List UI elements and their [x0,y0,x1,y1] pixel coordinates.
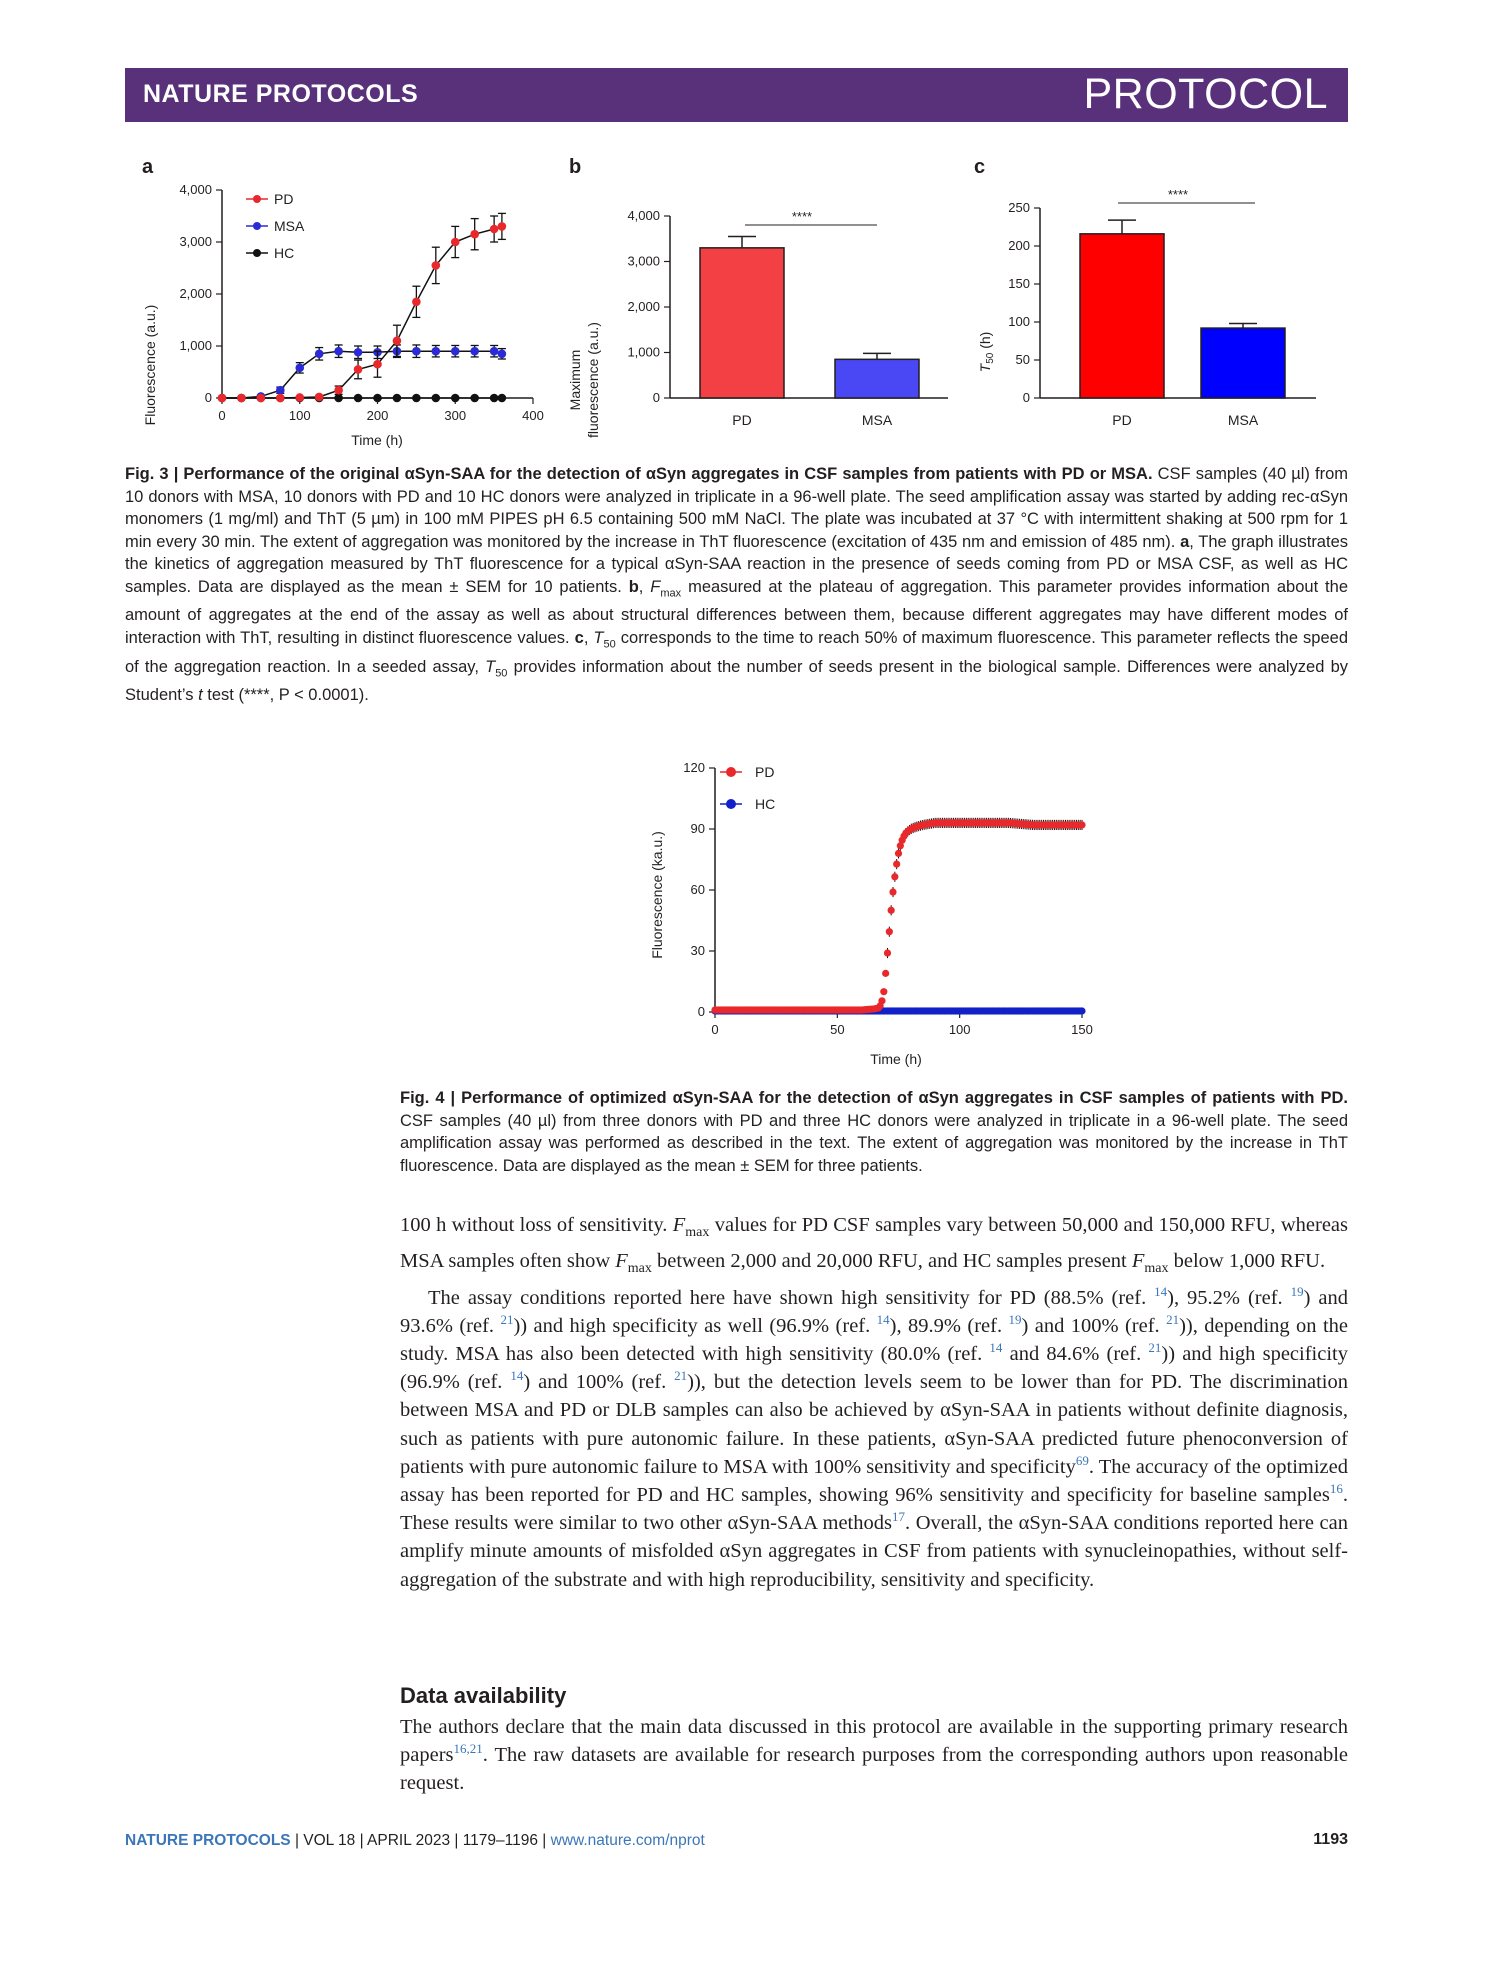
figure-4-legend-hc: HC [755,796,776,812]
data-point-pd [886,928,893,935]
data-point-hc [432,394,441,403]
data-point-msa [412,347,421,356]
data-point-pd [295,393,304,402]
data-point-pd [891,873,898,880]
figure-4-ytick-label: 30 [690,943,705,958]
figure-3-caption-part3: measured at the plateau of aggregation. This parameter provides information about the amount of aggregates at the end of the assay as well as about structural differences between them, because different aggregates may have different modes of interaction with ThT, resulting in distinct fluorescence values. [125,577,1348,647]
figure-4-legend-pd: PD [755,764,775,780]
caption-a-label: a [1180,532,1190,551]
figure-4-xtick-label: 50 [830,1022,845,1037]
p2-4: )) and high specificity as well (96.9% (ref. [513,1314,877,1337]
footer-volume-info: | VOL 18 | APRIL 2023 | 1179–1196 | [290,1832,551,1849]
panel-c-bar-msa [1201,328,1285,398]
panel-c-category-label: PD [1112,412,1132,428]
panel-b-bar-msa [835,359,919,398]
ref-link[interactable]: 14 [510,1368,524,1384]
panel-b-ytick-label: 4,000 [627,208,660,223]
p2-13: . These results were similar to two other αSyn-SAA methods [400,1484,1348,1535]
data-point-pd [412,298,421,307]
ref-link[interactable]: 21 [674,1368,688,1384]
panel-c-ytick-label: 50 [1015,352,1030,367]
panel-b-ytick-label: 3,000 [627,253,660,269]
series-line-pd [222,226,502,398]
panel-c-category-label: MSA [1227,412,1259,428]
ref-link[interactable]: 21 [1166,1311,1180,1327]
panel-c-ytick-label: 0 [1022,390,1030,405]
p1-c: between 2,000 and 20,000 RFU, and HC samples present [651,1250,1132,1273]
data-point-pd [893,860,900,867]
p2-14: . Overall, the αSyn-SAA conditions reported here can amplify minute amounts of misfolded αSyn aggregates in CSF from patients with synucleinopathies, without self-aggregation of the substrate and with high reproducibility, sensitivity and specificity. [400,1512,1348,1591]
panel-c-ylabel [977,332,996,373]
data-point-pd [895,850,902,857]
data-point-pd [878,997,885,1004]
legend-hc-label: HC [274,245,295,261]
panel-b-bar-pd [700,248,784,398]
panel-c-ylabel-unit: (h) [977,331,993,353]
legend-msa-label: MSA [274,218,305,234]
data-point-msa [295,364,304,373]
data-point-hc [393,394,402,403]
data-point-hc [470,394,479,403]
ref-link[interactable]: 17 [891,1509,905,1525]
ref-link[interactable]: 14 [989,1340,1003,1356]
data-point-hc [373,394,382,403]
data-point-pd [451,238,460,247]
fmax-f-2: F [615,1250,628,1273]
ref-link[interactable]: 14 [1154,1283,1168,1299]
panel-a-xtick-label: 300 [444,408,467,423]
p2-8: and 84.6% (ref. [1002,1343,1149,1365]
figure-3-caption-label: Fig. 3 | Performance of the original αSyn-SAA for the detection of αSyn aggregates in CSF samples from patients with PD or MSA. [125,465,1153,483]
p2-3: ) and 93.6% (ref. [400,1286,1348,1337]
panel-c-ytick-label: 150 [1008,276,1030,291]
data-point-pd [373,360,382,369]
data-point-pd [257,394,266,403]
panel-b-category-label: MSA [861,412,893,428]
figure-4-legend [720,764,775,812]
body-text [400,1211,1348,1594]
panel-b-ytick-label: 0 [652,390,660,405]
panel-c-ylabel-sub: 50 [985,352,996,364]
data-point-msa [334,347,343,356]
data-point-msa [490,347,499,356]
journal-name: NATURE PROTOCOLS [143,80,419,108]
figure-4-ytick-label: 0 [697,1004,705,1019]
data-point-msa [451,347,460,356]
figure-3-caption-part1: CSF samples (40 µl) from 10 donors with MSA, 10 donors with PD and 10 HC donors were analyzed in triplicate in a 96-well plate. The seed amplification assay was started by adding rec-αSyn monomers (1 mg/ml) and ThT (5 µm) in 100 mM PIPES pH 6.5 containing 500 mM NaCl. The plate was incubated at 37 °C with intermittent shaking at 500 rpm for 1 min every 30 min. The extent of aggregation was monitored by the increase in ThT fluorescence (excitation of 435 nm and emission of 485 nm). [125,465,1348,551]
figure-4-ytick-label: 120 [683,760,705,775]
caption-b-label: b [628,577,639,596]
p2-12: . The accuracy of the optimized assay has been reported for PD and HC samples, showing 96% sensitivity and specificity for baseline samples [400,1455,1349,1507]
data-point-pd [1078,821,1085,828]
legend-hc-marker [253,249,261,257]
figure-4-caption-text: CSF samples (40 µl) from three donors with PD and three HC donors were analyzed in triplicate in a 96-well plate. The seed amplification assay was performed as described in the text. The extent of aggregation was monitored by the increase in ThT fluorescence. Data are displayed as the mean ± SEM for three patients. [400,1111,1348,1175]
ref-link[interactable]: 21 [500,1311,514,1327]
legend-pd-label: PD [274,191,294,207]
panel-b-ytick-label: 2,000 [627,299,660,314]
panel-b-ylabel-line1: Maximum [567,349,583,411]
ref-link[interactable]: 69 [1075,1452,1089,1468]
data-availability-text [400,1713,1348,1798]
p2-10: ) and 100% (ref. [523,1371,675,1394]
p2-2: ), 95.2% (ref. [1167,1286,1291,1309]
panel-c-letter: c [974,156,986,178]
footer-journal: NATURE PROTOCOLS [125,1832,291,1849]
data-point-msa [470,347,479,356]
panel-a-ytick-label: 2,000 [179,286,212,301]
legend-pd-marker [253,195,261,203]
p2-9: )) and high specificity (96.9% (ref. [400,1343,1348,1394]
figure-3-caption: Fig. 3 | Performance of the original αSyn-SAA for the detection of αSyn aggregates in CSF samples from patients with PD or MSA. CSF samples (40 µl) from 10 donors with MSA, 10 donors with PD and 10 HC donors were analyzed in triplicate in a 96-well plate. The seed amplification assay was started by adding rec-αSyn monomers (1 mg/ml) and ThT (5 µm) in 100 mM PIPES pH 6.5 containing 500 mM NaCl. The plate was incubated at 37 °C with intermittent shaking at 500 rpm for 1 min every 30 min. The extent of aggregation was monitored by the increase in ThT fluorescence (excitation of 435 nm and emission of 485 nm). a, The graph illustrates the kinetics of aggregation measured by ThT fluorescence for a typical αSyn-SAA reaction in the presence of seeds coming from PD or MSA CSF, as well as HC samples. Data are displayed as the mean ± SEM for 10 patients. b, $F_{max}$ measured at the plateau of aggregation. This parameter provides information about the amount of aggregates at the end of the assay as well as about structural differences between them, because different aggregates may have different modes of interaction with ThT, resulting in distinct fluorescence values. c, $T_{50}$ corresponds to the time to reach 50% of maximum fluorescence. This parameter reflects the speed of the aggregation reaction. In a seeded assay, $T_{50}$ provides information about the number of seeds present in the biological sample. Differences were analyzed by Student’s t test (****, P < 0.0001). [125,465,1348,705]
data-point-msa [276,386,285,395]
figure-4 [640,750,1140,1070]
panel-b-letter: b [569,156,582,178]
ref-link[interactable]: 19 [1008,1311,1022,1327]
article-type: PROTOCOL [1083,70,1328,118]
data-point-pd [882,970,889,977]
data-point-pd [315,393,324,402]
panel-a-xlabel: Time (h) [351,432,403,448]
caption-fmax: F [650,577,661,596]
panel-a-ytick-label: 0 [204,390,212,405]
fmax-sub-2: max [627,1261,652,1277]
ref-link[interactable]: 21 [1148,1340,1162,1356]
footer-url[interactable]: www.nature.com/nprot [550,1832,705,1849]
panel-b-ytick-label: 1,000 [627,344,660,360]
fmax-sub-3: max [1144,1261,1169,1277]
caption-fmax-sub: max [660,586,682,599]
panel-b-significance: **** [791,209,813,224]
figure-3-caption-part5: provides information about the number of seeds present in the biological sample. Differences were analyzed by Student’s [125,657,1348,705]
panel-c-ytick-label: 100 [1008,314,1030,329]
figure-4-xtick-label: 100 [948,1022,971,1037]
panel-a-legend [246,191,305,261]
fmax-f-3: F [1131,1250,1145,1273]
panel-c-ytick-label: 250 [1008,200,1030,215]
caption-t50-2: T [485,657,496,676]
data-point-pd [276,394,285,403]
ref-link[interactable]: 14 [876,1311,890,1327]
page-number: 1193 [1313,1831,1348,1848]
p2-1: The assay conditions reported here have shown high sensitivity for PD (88.5% (ref. [428,1286,1155,1309]
p1-d: below 1,000 RFU. [1168,1250,1326,1273]
p1-a: 100 h without loss of sensitivity. [400,1214,673,1236]
data-point-hc [498,394,507,403]
data-point-pd [498,222,507,231]
figure-4-caption [400,1087,1348,1177]
data-point-pd [393,337,402,346]
data-point-msa [432,347,441,356]
legend-hc-marker-f4 [726,799,736,809]
caption-t50-sub: 50 [603,638,616,651]
data-point-hc [451,394,460,403]
legend-msa-marker [253,222,261,230]
data-point-hc [412,394,421,403]
figure-4-caption-label: Fig. 4 | Performance of optimized αSyn-SAA for the detection of αSyn aggregates in CSF samples of patients with PD. [400,1089,1348,1107]
p2-5: ), 89.9% (ref. [889,1314,1009,1337]
ref-link[interactable]: 16,21 [453,1741,483,1757]
data-point-pd [334,386,343,395]
data-point-pd [889,888,896,895]
ref-link[interactable]: 19 [1290,1283,1304,1299]
data-point-msa [315,350,324,359]
panel-a-xtick-label: 100 [288,408,311,423]
panel-a-letter: a [142,156,154,178]
panel-c-significance: **** [1167,187,1189,202]
p2-7: )), depending on the study. MSA has also been detected with high sensitivity (80.0% (ref. [400,1314,1348,1365]
data-point-hc [354,394,363,403]
fmax-sub-1: max [685,1225,710,1241]
figure-4-xtick-label: 150 [1071,1022,1093,1037]
panel-a-ytick-label: 3,000 [179,234,212,249]
data-point-pd [888,907,895,914]
fmax-f-1: F [672,1214,686,1236]
panel-c-ylabel-t: T [977,363,993,373]
panel-a-ytick-label: 1,000 [179,338,212,353]
panel-b-ylabel-line2: fluorescence (a.u.) [585,322,601,438]
data-point-pd [880,988,887,995]
data-point-pd [354,365,363,374]
panel-a-xtick-label: 0 [218,408,226,423]
figure-4-ytick-label: 90 [690,821,705,836]
section-heading-data-availability: Data availability [400,1683,567,1708]
caption-t50: T [593,628,604,647]
body-paragraph-3 [400,1713,1348,1798]
data-point-pd [218,394,227,403]
header-bar [125,68,1348,122]
body-paragraph-2 [400,1284,1348,1594]
p2-6: ) and 100% (ref. [1021,1314,1167,1337]
figure-4-xtick-label: 0 [711,1022,719,1037]
p3-2: . The raw datasets are available for research purposes from the corresponding authors upon reasonable request. [400,1744,1348,1795]
panel-c-ytick-label: 200 [1008,238,1030,253]
figure-3-caption-part6: test (****, P < 0.0001). [202,686,369,705]
footer [125,1832,705,1850]
figure-4-xlabel: Time (h) [870,1051,922,1067]
data-point-hc [1078,1007,1085,1014]
panel-a-xtick-label: 400 [522,408,544,423]
ref-link[interactable]: 16 [1329,1481,1343,1497]
p2-11: )), but the detection levels seem to be lower than for PD. The discrimination between MSA and PD or DLB samples can also be achieved by αSyn-SAA in patients without definite diagnosis, such as patients with pure autonomic failure. In these patients, αSyn-SAA predicted future phenoconversion of patients with pure autonomic failure to MSA with 100% sensitivity and specificity [400,1371,1349,1478]
panel-a-ylabel: Fluorescence (a.u.) [142,304,158,426]
panel-a-xtick-label: 200 [366,408,389,423]
figure-4-ylabel: Fluorescence (ka.u.) [649,831,665,959]
caption-t-italic: t [198,686,203,705]
data-point-pd [490,225,499,234]
caption-t50-sub-2: 50 [495,666,508,679]
data-point-msa [498,350,507,359]
caption-c-label: c [574,628,584,647]
p3-1: The authors declare that the main data discussed in this protocol are available in the supporting primary research papers [400,1716,1348,1767]
data-point-msa [354,348,363,357]
data-point-pd [237,394,246,403]
figure-3-caption-part2: , The graph illustrates the kinetics of aggregation measured by ThT fluorescence for a typical αSyn-SAA reaction in the presence of seeds coming from PD or MSA CSF, as well as HC samples. Data are displayed as the mean ± SEM for 10 patients. [125,532,1348,596]
figure-4-ytick-label: 60 [690,882,705,897]
p1-b: values for PD CSF samples vary between 50,000 and 150,000 RFU, whereas MSA samples often show [400,1214,1349,1273]
data-point-pd [432,261,441,270]
figure-3-caption-part4: corresponds to the time to reach 50% of maximum fluorescence. This parameter reflects the speed of the aggregation reaction. In a seeded assay, [125,628,1348,676]
panel-b-category-label: PD [732,412,752,428]
body-paragraph-1 [400,1211,1348,1284]
panel-c-bar-pd [1080,234,1164,398]
data-point-hc [490,394,499,403]
legend-pd-marker-f4 [726,767,736,777]
data-point-pd [470,230,479,239]
panel-a-ytick-label: 4,000 [179,182,212,197]
data-point-pd [884,949,891,956]
